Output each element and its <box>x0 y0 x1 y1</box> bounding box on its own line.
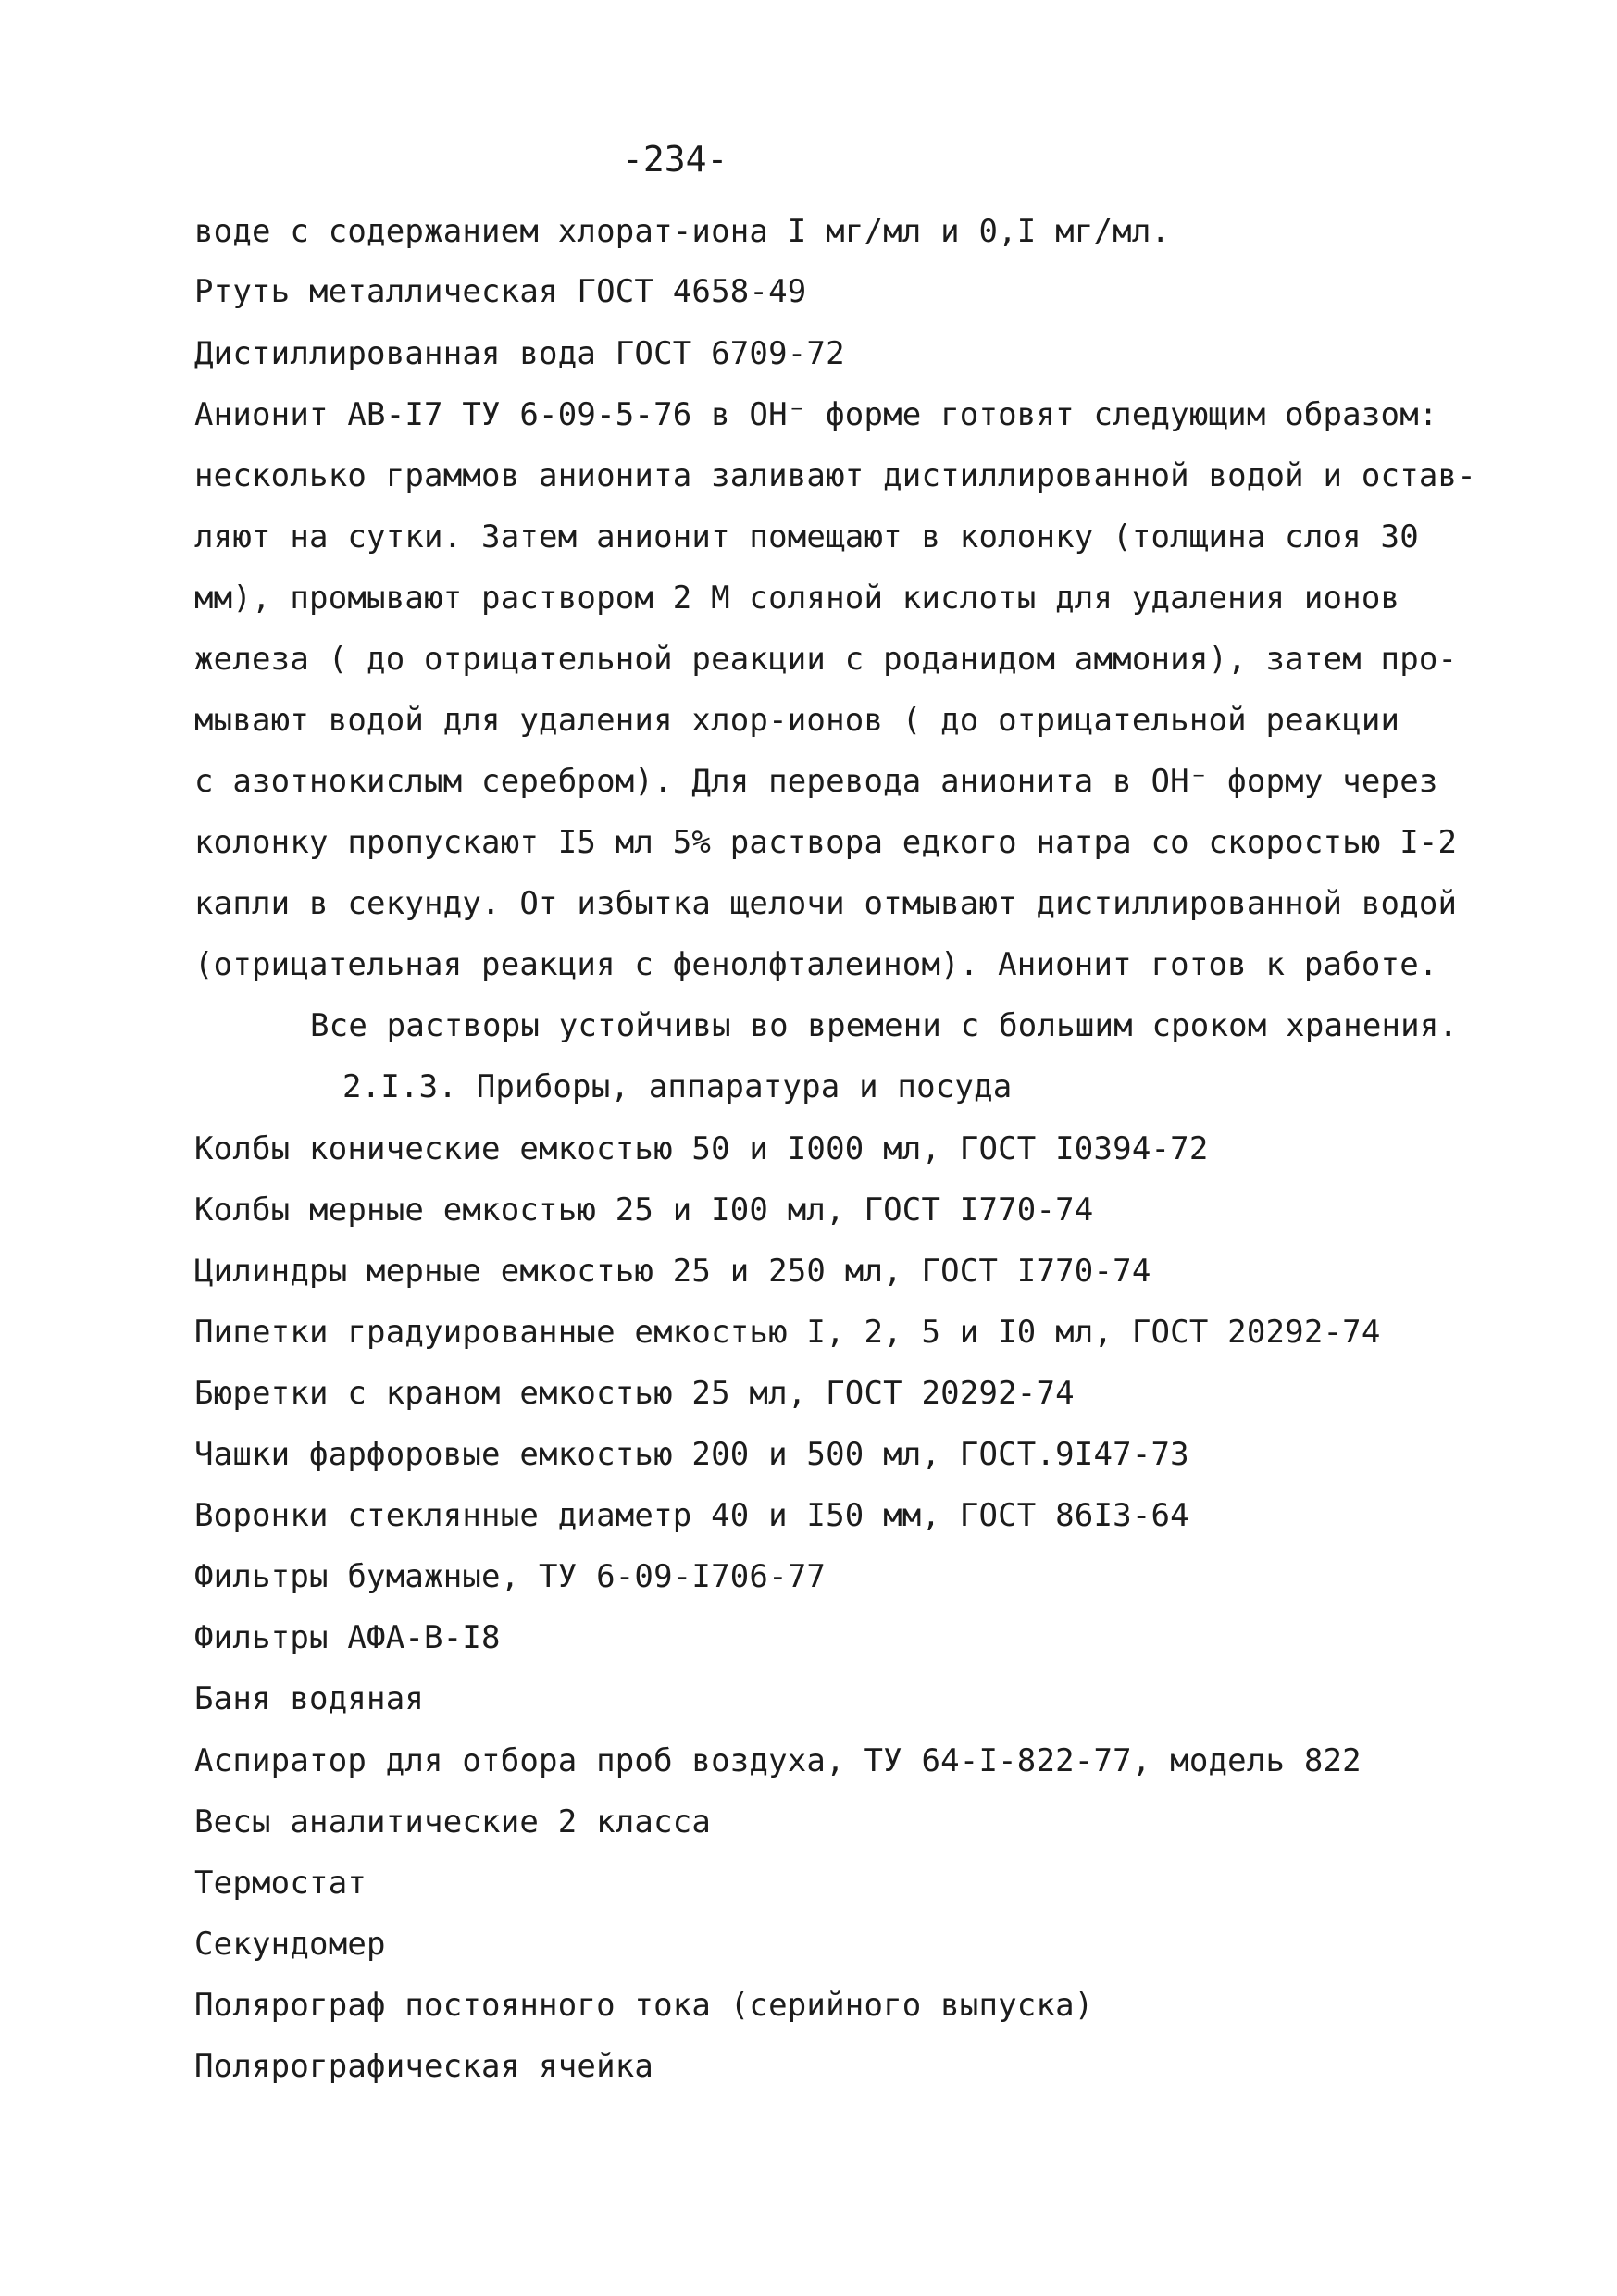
equipment-item: Чашки фарфоровые емкостью 200 и 500 мл, ГОСТ.9I47-73 <box>194 1436 1189 1473</box>
paragraph-line: Ртуть металлическая ГОСТ 4658-49 <box>194 273 807 310</box>
equipment-item: Бюретки с краном емкостью 25 мл, ГОСТ 20292-74 <box>194 1375 1075 1412</box>
paragraph-line: Анионит АВ-I7 ТУ 6-09-5-76 в ОН⁻ форме готовят следующим образом: <box>194 396 1438 433</box>
equipment-item: Полярографическая ячейка <box>194 2048 654 2085</box>
equipment-item: Аспиратор для отбора проб воздуха, ТУ 64-I-822-77, модель 822 <box>194 1742 1362 1779</box>
storage-note: Все растворы устойчивы во времени с большим сроком хранения. <box>310 1007 1459 1044</box>
paragraph-line: (отрицательная реакция с фенолфталеином). Анионит готов к работе. <box>194 946 1438 983</box>
page-number: -234- <box>622 139 728 180</box>
equipment-item: Колбы конические емкостью 50 и I000 мл, ГОСТ I0394-72 <box>194 1130 1209 1167</box>
section-heading: 2.I.3. Приборы, аппаратура и посуда <box>342 1068 1013 1105</box>
equipment-item: Полярограф постоянного тока (серийного выпуска) <box>194 1987 1094 2024</box>
equipment-item: Фильтры бумажные, ТУ 6-09-I706-77 <box>194 1558 827 1595</box>
equipment-item: Весы аналитические 2 класса <box>194 1803 712 1841</box>
paragraph-line: капли в секунду. От избытка щелочи отмывают дистиллированной водой <box>194 885 1458 922</box>
equipment-item: Фильтры АФА-В-I8 <box>194 1619 501 1656</box>
paragraph-line: несколько граммов анионита заливают дистиллированной водой и остав- <box>194 457 1476 494</box>
paragraph-line: воде с содержанием хлорат-иона I мг/мл и 0,I мг/мл. <box>194 213 1171 250</box>
equipment-item: Воронки стеклянные диаметр 40 и I50 мм, ГОСТ 86I3-64 <box>194 1497 1189 1534</box>
equipment-item: Термостат <box>194 1865 367 1902</box>
equipment-item: Баня водяная <box>194 1680 425 1717</box>
paragraph-line: железа ( до отрицательной реакции с роданидом аммония), затем про- <box>194 641 1458 678</box>
equipment-item: Цилиндры мерные емкостью 25 и 250 мл, ГОСТ I770-74 <box>194 1253 1151 1290</box>
paragraph-line: ляют на сутки. Затем анионит помещают в колонку (толщина слоя 30 <box>194 518 1419 555</box>
equipment-item: Пипетки градуированные емкостью I, 2, 5 и I0 мл, ГОСТ 20292-74 <box>194 1314 1381 1351</box>
paragraph-line: мывают водой для удаления хлор-ионов ( до отрицательной реакции <box>194 702 1400 739</box>
paragraph-line: Дистиллированная вода ГОСТ 6709-72 <box>194 335 845 372</box>
paragraph-line: колонку пропускают I5 мл 5% раствора едкого натра со скоростью I-2 <box>194 824 1458 861</box>
equipment-item: Секундомер <box>194 1926 386 1963</box>
paragraph-line: мм), промывают раствором 2 М соляной кислоты для удаления ионов <box>194 580 1400 617</box>
equipment-item: Колбы мерные емкостью 25 и I00 мл, ГОСТ I770-74 <box>194 1192 1094 1229</box>
paragraph-line: с азотнокислым серебром). Для перевода анионита в ОН⁻ форму через <box>194 763 1438 800</box>
